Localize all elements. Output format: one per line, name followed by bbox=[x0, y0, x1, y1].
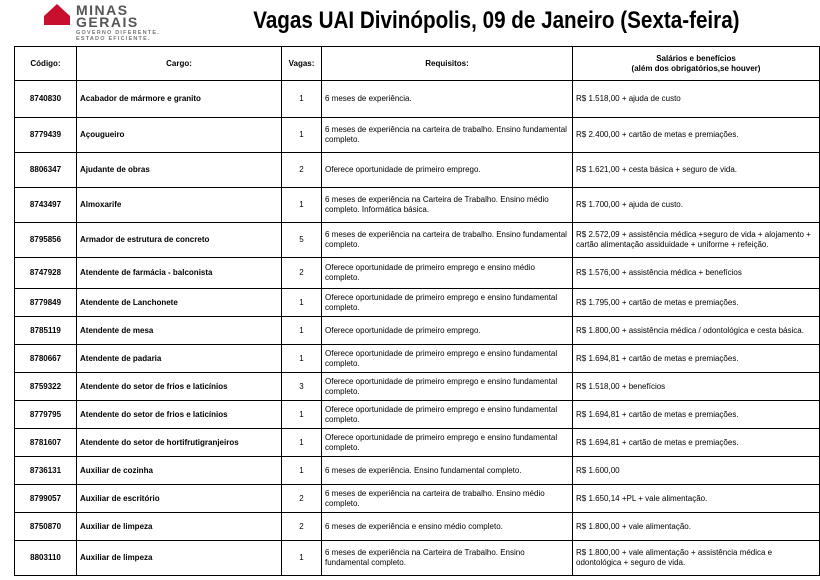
row-codigo: 8780667 bbox=[15, 345, 77, 373]
row-vagas: 1 bbox=[282, 118, 322, 153]
table-row bbox=[15, 429, 820, 457]
row-requisitos: Oferece oportunidade de primeiro emprego e ensino fundamental completo. bbox=[322, 373, 573, 401]
row-cargo: Atendente de farmácia - balconista bbox=[77, 258, 282, 289]
row-salario: R$ 1.800,00 + assistência médica / odontológica e cesta básica. bbox=[573, 317, 820, 345]
row-vagas: 1 bbox=[282, 541, 322, 576]
minas-gerais-logo bbox=[44, 2, 194, 42]
table-row bbox=[15, 345, 820, 373]
table-row bbox=[15, 289, 820, 317]
row-salario: R$ 1.600,00 bbox=[573, 457, 820, 485]
table-body bbox=[15, 81, 820, 576]
row-requisitos: 6 meses de experiência na carteira de trabalho. Ensino médio completo. bbox=[322, 485, 573, 513]
row-vagas: 1 bbox=[282, 429, 322, 457]
row-codigo: 8740830 bbox=[15, 81, 77, 118]
row-salario: R$ 1.700,00 + ajuda de custo. bbox=[573, 188, 820, 223]
table-row bbox=[15, 513, 820, 541]
row-vagas: 1 bbox=[282, 317, 322, 345]
row-cargo: Auxiliar de escritório bbox=[77, 485, 282, 513]
table-row bbox=[15, 118, 820, 153]
row-requisitos: 6 meses de experiência na carteira de trabalho. Ensino fundamental completo. bbox=[322, 223, 573, 258]
header-salarios-line1: Salários e benefícios bbox=[656, 53, 736, 63]
row-requisitos: Oferece oportunidade de primeiro emprego e ensino fundamental completo. bbox=[322, 345, 573, 373]
row-salario: R$ 2.400,00 + cartão de metas e premiações. bbox=[573, 118, 820, 153]
logo-base-icon bbox=[44, 16, 70, 25]
table-row bbox=[15, 317, 820, 345]
jobs-table bbox=[14, 46, 820, 576]
row-vagas: 1 bbox=[282, 401, 322, 429]
row-requisitos: 6 meses de experiência na carteira de trabalho. Ensino fundamental completo. bbox=[322, 118, 573, 153]
logo-line1: MINAS bbox=[76, 2, 129, 18]
row-requisitos: 6 meses de experiência e ensino médio completo. bbox=[322, 513, 573, 541]
table-row bbox=[15, 457, 820, 485]
row-vagas: 1 bbox=[282, 81, 322, 118]
row-cargo: Armador de estrutura de concreto bbox=[77, 223, 282, 258]
row-vagas: 1 bbox=[282, 345, 322, 373]
row-cargo: Almoxarife bbox=[77, 188, 282, 223]
row-salario: R$ 1.650,14 +PL + vale alimentação. bbox=[573, 485, 820, 513]
logo-triangle-icon bbox=[44, 4, 70, 16]
row-requisitos: 6 meses de experiência. bbox=[322, 81, 573, 118]
row-vagas: 2 bbox=[282, 513, 322, 541]
row-codigo: 8747928 bbox=[15, 258, 77, 289]
row-codigo: 8779795 bbox=[15, 401, 77, 429]
table-header-row bbox=[15, 47, 820, 81]
row-requisitos: Oferece oportunidade de primeiro emprego e ensino médio completo. bbox=[322, 258, 573, 289]
header-salarios-line2: (além dos obrigatórios,se houver) bbox=[631, 63, 761, 73]
table-row bbox=[15, 401, 820, 429]
row-vagas: 2 bbox=[282, 258, 322, 289]
header-requisitos: Requisitos: bbox=[322, 47, 573, 81]
table-row bbox=[15, 373, 820, 401]
row-salario: R$ 1.576,00 + assistência médica + benefícios bbox=[573, 258, 820, 289]
row-salario: R$ 1.694,81 + cartão de metas e premiações. bbox=[573, 345, 820, 373]
logo-tagline2: ESTADO EFICIENTE. bbox=[76, 36, 151, 42]
row-codigo: 8750870 bbox=[15, 513, 77, 541]
row-requisitos: Oferece oportunidade de primeiro emprego e ensino fundamental completo. bbox=[322, 289, 573, 317]
row-cargo: Atendente de mesa bbox=[77, 317, 282, 345]
row-codigo: 8743497 bbox=[15, 188, 77, 223]
row-requisitos: Oferece oportunidade de primeiro emprego e ensino fundamental completo. bbox=[322, 429, 573, 457]
table-row bbox=[15, 541, 820, 576]
row-requisitos: Oferece oportunidade de primeiro emprego e ensino fundamental completo. bbox=[322, 401, 573, 429]
table-row bbox=[15, 153, 820, 188]
row-requisitos: Oferece oportunidade de primeiro emprego. bbox=[322, 317, 573, 345]
row-cargo: Atendente de Lanchonete bbox=[77, 289, 282, 317]
row-vagas: 2 bbox=[282, 153, 322, 188]
row-vagas: 5 bbox=[282, 223, 322, 258]
row-cargo: Auxiliar de limpeza bbox=[77, 541, 282, 576]
row-codigo: 8806347 bbox=[15, 153, 77, 188]
header-vagas: Vagas: bbox=[282, 47, 322, 81]
row-vagas: 1 bbox=[282, 188, 322, 223]
table-row bbox=[15, 223, 820, 258]
row-codigo: 8779439 bbox=[15, 118, 77, 153]
row-codigo: 8785119 bbox=[15, 317, 77, 345]
table-row bbox=[15, 485, 820, 513]
row-requisitos: 6 meses de experiência na Carteira de Trabalho. Ensino médio completo. Informática básica. bbox=[322, 188, 573, 223]
job-sheet bbox=[14, 0, 820, 580]
row-salario: R$ 1.800,00 + vale alimentação + assistência médica e odontológica + seguro de vida. bbox=[573, 541, 820, 576]
row-codigo: 8795856 bbox=[15, 223, 77, 258]
row-cargo: Atendente de padaria bbox=[77, 345, 282, 373]
logo-tagline1: GOVERNO DIFERENTE. bbox=[76, 30, 160, 36]
sheet-header bbox=[14, 0, 820, 47]
row-cargo: Auxiliar de cozinha bbox=[77, 457, 282, 485]
row-cargo: Auxiliar de limpeza bbox=[77, 513, 282, 541]
row-salario: R$ 1.621,00 + cesta básica + seguro de vida. bbox=[573, 153, 820, 188]
header-salarios bbox=[573, 47, 820, 81]
row-vagas: 1 bbox=[282, 289, 322, 317]
row-codigo: 8803110 bbox=[15, 541, 77, 576]
row-codigo: 8759322 bbox=[15, 373, 77, 401]
row-cargo: Açougueiro bbox=[77, 118, 282, 153]
row-cargo: Ajudante de obras bbox=[77, 153, 282, 188]
row-codigo: 8781607 bbox=[15, 429, 77, 457]
row-vagas: 1 bbox=[282, 457, 322, 485]
table-row bbox=[15, 188, 820, 223]
row-cargo: Atendente do setor de hortifrutigranjeiros bbox=[77, 429, 282, 457]
row-salario: R$ 1.694,81 + cartão de metas e premiações. bbox=[573, 429, 820, 457]
header-cargo: Cargo: bbox=[77, 47, 282, 81]
row-salario: R$ 1.518,00 + benefícios bbox=[573, 373, 820, 401]
row-requisitos: 6 meses de experiência na Carteira de Trabalho. Ensino fundamental completo. bbox=[322, 541, 573, 576]
row-requisitos: Oferece oportunidade de primeiro emprego. bbox=[322, 153, 573, 188]
table-row bbox=[15, 81, 820, 118]
row-salario: R$ 1.518,00 + ajuda de custo bbox=[573, 81, 820, 118]
row-vagas: 3 bbox=[282, 373, 322, 401]
row-requisitos: 6 meses de experiência. Ensino fundamental completo. bbox=[322, 457, 573, 485]
table-row bbox=[15, 258, 820, 289]
row-cargo: Atendente do setor de frios e laticínios bbox=[77, 401, 282, 429]
row-codigo: 8736131 bbox=[15, 457, 77, 485]
row-cargo: Acabador de mármore e granito bbox=[77, 81, 282, 118]
page-title: Vagas UAI Divinópolis, 09 de Janeiro (Sexta-feira) bbox=[253, 7, 740, 34]
row-salario: R$ 1.694,81 + cartão de metas e premiações. bbox=[573, 401, 820, 429]
row-cargo: Atendente do setor de frios e laticínios bbox=[77, 373, 282, 401]
row-salario: R$ 1.800,00 + vale alimentação. bbox=[573, 513, 820, 541]
logo-line2: GERAIS bbox=[76, 14, 139, 30]
row-codigo: 8779849 bbox=[15, 289, 77, 317]
row-vagas: 2 bbox=[282, 485, 322, 513]
header-codigo: Código: bbox=[15, 47, 77, 81]
row-codigo: 8799057 bbox=[15, 485, 77, 513]
row-salario: R$ 1.795,00 + cartão de metas e premiações. bbox=[573, 289, 820, 317]
row-salario: R$ 2.572,09 + assistência médica +seguro de vida + alojamento + cartão alimentação assiduidade + uniforme + refeição. bbox=[573, 223, 820, 258]
